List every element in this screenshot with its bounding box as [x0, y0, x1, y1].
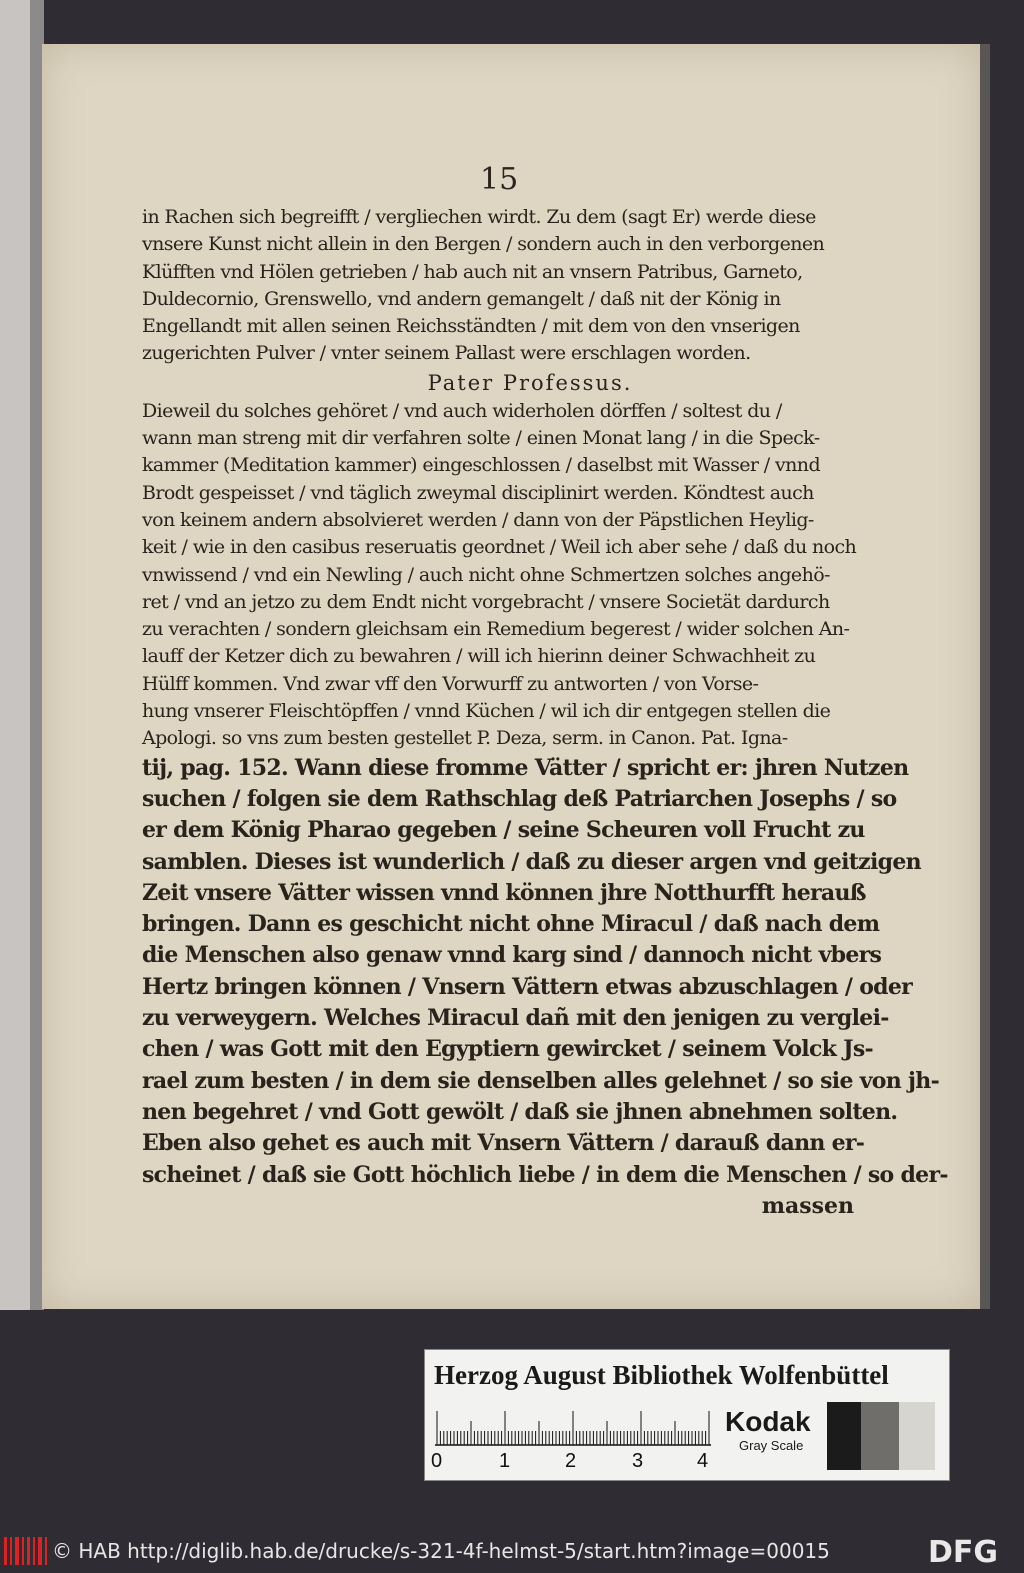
text-line: Hertz bringen können / Vnsern Vättern etwas abzuschlagen / oder: [142, 973, 913, 1000]
kodak-logo: Kodak: [725, 1406, 811, 1437]
book-page: [42, 44, 980, 1309]
text-line: Eben also gehet es auch mit Vnsern Vättern / darauß dann er-: [142, 1130, 865, 1157]
page-number: 15: [480, 162, 519, 197]
text-line: Hülff kommen. Vnd zwar vff den Vorwurff zu antworten / von Vorse-: [142, 672, 759, 695]
gray-swatch-mid: [861, 1402, 899, 1470]
text-line: keit / wie in den casibus reseruatis geordnet / Weil ich aber sehe / daß du noch: [142, 536, 857, 559]
barcode-icon: [4, 1535, 48, 1567]
text-line: kammer (Meditation kammer) eingeschlossen / daselbst mit Wasser / vnnd: [142, 454, 821, 477]
text-line: Engellandt mit allen seinen Reichsständten / mit dem von den vnserigen: [142, 315, 800, 338]
footer-bar: [0, 1531, 1024, 1573]
calibration-card: [424, 1349, 950, 1481]
text-line: die Menschen also genaw vnnd karg sind / dannoch nicht vbers: [142, 942, 882, 969]
dfg-logo: DFG: [928, 1535, 999, 1570]
text-line: hung vnserer Fleischtöpffen / vnnd Küchen / wil ich dir entgegen stellen die: [142, 700, 831, 723]
text-line: suchen / folgen sie dem Rathschlag deß Patriarchen Josephs / so: [142, 785, 897, 812]
text-line: zu verweygern. Welches Miracul dañ mit den jenigen zu verglei-: [142, 1005, 889, 1032]
text-line: zugerichten Pulver / vnter seinem Pallast were erschlagen worden.: [142, 342, 751, 365]
ruler-label: 4: [697, 1450, 709, 1472]
section-heading: Pater Professus.: [427, 370, 633, 395]
text-line: Duldecornio, Grenswello, vnd andern gemangelt / daß nit der König in: [142, 287, 781, 310]
text-line: bringen. Dann es geschicht nicht ohne Miracul / daß nach dem: [142, 911, 880, 938]
gray-swatch-light: [899, 1402, 935, 1470]
page-text: [142, 204, 948, 1222]
text-line: Klüfften vnd Hölen getrieben / hab auch nit an vnsern Patribus, Garneto,: [142, 260, 803, 283]
text-line: er dem König Pharao gegeben / seine Scheuren voll Frucht zu: [142, 817, 865, 844]
source-url: © HAB http://diglib.hab.de/drucke/s-321-4f-helmst-5/start.htm?image=00015: [52, 1539, 830, 1563]
ruler-label: 3: [632, 1450, 644, 1472]
ruler-label: 2: [565, 1450, 577, 1472]
ruler-scale: [435, 1410, 711, 1446]
ruler-label: 1: [499, 1450, 511, 1472]
text-line: vnwissend / vnd ein Newling / auch nicht ohne Schmertzen solches angehö-: [142, 563, 830, 586]
ruler-labels: [431, 1450, 731, 1474]
text-line: vnsere Kunst nicht allein in den Bergen / sondern auch in den verborgenen: [142, 233, 825, 256]
text-line: ret / vnd an jetzo zu dem Endt nicht vorgebracht / vnsere Societät dardurch: [142, 590, 830, 613]
text-line: Apologi. so vns zum besten gestellet P. Deza, serm. in Canon. Pat. Igna-: [142, 727, 788, 750]
text-line: nen begehret / vnd Gott gewölt / daß sie jhnen abnehmen solten.: [142, 1098, 898, 1125]
text-line: wann man streng mit dir verfahren solte / einen Monat lang / in die Speck-: [142, 427, 820, 450]
text-line: von keinem andern absolvieret werden / dann von der Päpstlichen Heylig-: [142, 508, 814, 531]
library-name: Herzog August Bibliothek Wolfenbüttel: [434, 1360, 889, 1390]
ruler-label: 0: [431, 1450, 443, 1472]
text-line: Dieweil du solches gehöret / vnd auch widerholen dörffen / soltest du /: [142, 399, 782, 422]
gray-scale-label: Gray Scale: [739, 1438, 804, 1453]
gray-scale-swatches: [827, 1402, 935, 1470]
catchword: massen: [761, 1192, 854, 1219]
gray-swatch-dark: [827, 1402, 861, 1470]
text-line: chen / was Gott mit den Egyptiern gewircket / seinem Volck Js-: [142, 1036, 873, 1063]
text-line: samblen. Dieses ist wunderlich / daß zu dieser argen vnd geitzigen: [142, 848, 921, 875]
text-line: lauff der Ketzer dich zu bewahren / will ich hierinn deiner Schwachheit zu: [142, 645, 816, 668]
text-line: Zeit vnsere Vätter wissen vnnd können jhre Notthurfft herauß: [142, 879, 866, 906]
text-line: zu verachten / sondern gleichsam ein Remedium begerest / wider solchen An-: [142, 618, 850, 641]
text-line: rael zum besten / in dem sie denselben alles gelehnet / so sie von jh-: [142, 1067, 940, 1094]
text-line: scheinet / daß sie Gott höchlich liebe / in dem die Menschen / so der-: [142, 1161, 948, 1188]
text-line: tij, pag. 152. Wann diese fromme Vätter / spricht er: jhren Nutzen: [142, 754, 909, 781]
text-line: Brodt gespeisset / vnd täglich zweymal disciplinirt werden. Köndtest auch: [142, 481, 814, 504]
text-line: in Rachen sich begreifft / vergliechen wirdt. Zu dem (sagt Er) werde diese: [142, 206, 816, 228]
